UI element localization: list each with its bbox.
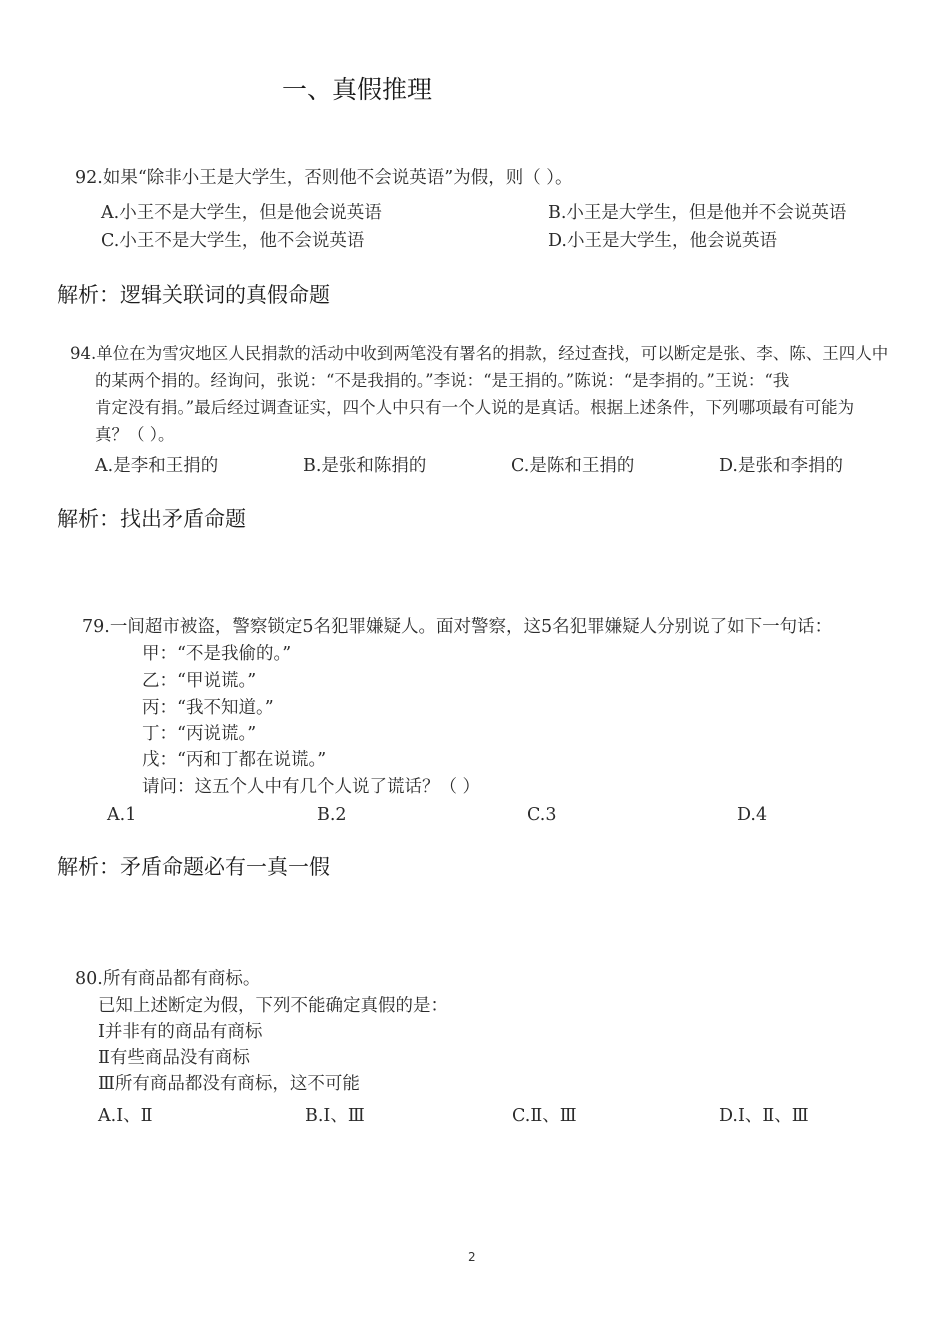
q92-option-b: B.小王是大学生，但是他并不会说英语	[548, 203, 847, 223]
q94-line-2: 的某两个捐的。经询问，张说：“不是我捐的。”李说：“是王捐的。”陈说：“是李捐的。”王说：“我	[95, 371, 790, 390]
q79-question: 请问：这五个人中有几个人说了谎话？（ ）	[142, 777, 481, 797]
q94-line-3: 肯定没有捐。”最后经过调查证实，四个人中只有一个人说的是真话。根据上述条件，下列哪项最有可能为	[95, 398, 855, 417]
q80-line-4: Ⅲ所有商品都没有商标，这不可能	[98, 1074, 360, 1094]
q79-option-a: A.1	[107, 805, 137, 825]
q79-option-d: D.4	[737, 805, 768, 825]
q94-line-4: 真？（ ）。	[95, 425, 175, 444]
q92-stem: 92.如果“除非小王是大学生，否则他不会说英语”为假，则（ ）。	[75, 168, 573, 188]
q79-statement-yi: 乙：“甲说谎。”	[142, 671, 257, 691]
q79-option-c: C.3	[527, 805, 557, 825]
q94-option-c: C.是陈和王捐的	[511, 456, 635, 476]
q92-option-c: C.小王不是大学生，他不会说英语	[101, 231, 365, 251]
q80-stem: 80.所有商品都有商标。	[75, 969, 261, 989]
q94-option-a: A.是李和王捐的	[95, 456, 219, 476]
q80-option-c: C.Ⅱ、Ⅲ	[512, 1106, 577, 1126]
q94-option-b: B.是张和陈捐的	[303, 456, 427, 476]
q79-option-b: B.2	[317, 805, 347, 825]
q94-line-1: 94.单位在为雪灾地区人民捐款的活动中收到两笔没有署名的捐款，经过查找，可以断定是张、李、陈、王四人中	[70, 344, 889, 363]
q80-option-d: D.Ⅰ、Ⅱ、Ⅲ	[719, 1106, 809, 1126]
q94-option-d: D.是张和李捐的	[719, 456, 843, 476]
q80-line-3: Ⅱ有些商品没有商标	[98, 1048, 250, 1068]
q80-option-a: A.Ⅰ、Ⅱ	[98, 1106, 153, 1126]
q94-analysis: 解析：找出矛盾命题	[57, 507, 246, 531]
q79-statement-bing: 丙：“我不知道。”	[142, 698, 274, 718]
q92-option-d: D.小王是大学生，他会说英语	[548, 231, 777, 251]
q79-statement-wu: 戊：“丙和丁都在说谎。”	[142, 750, 327, 770]
q79-statement-jia: 甲：“不是我偷的。”	[142, 644, 292, 664]
q79-stem: 79.一间超市被盗，警察锁定5名犯罪嫌疑人。面对警察，这5名犯罪嫌疑人分别说了如下一句话：	[82, 617, 833, 637]
q80-option-b: B.Ⅰ、Ⅲ	[305, 1106, 365, 1126]
q80-line-1: 已知上述断定为假，下列不能确定真假的是：	[98, 996, 448, 1016]
q92-option-a: A.小王不是大学生，但是他会说英语	[101, 203, 382, 223]
section-title: 一、真假推理	[282, 75, 433, 104]
q79-analysis: 解析：矛盾命题必有一真一假	[57, 855, 330, 879]
q80-line-2: Ⅰ并非有的商品有商标	[98, 1022, 263, 1042]
q79-statement-ding: 丁：“丙说谎。”	[142, 724, 257, 744]
q92-analysis: 解析：逻辑关联词的真假命题	[57, 283, 330, 307]
page-number: 2	[468, 1250, 476, 1264]
